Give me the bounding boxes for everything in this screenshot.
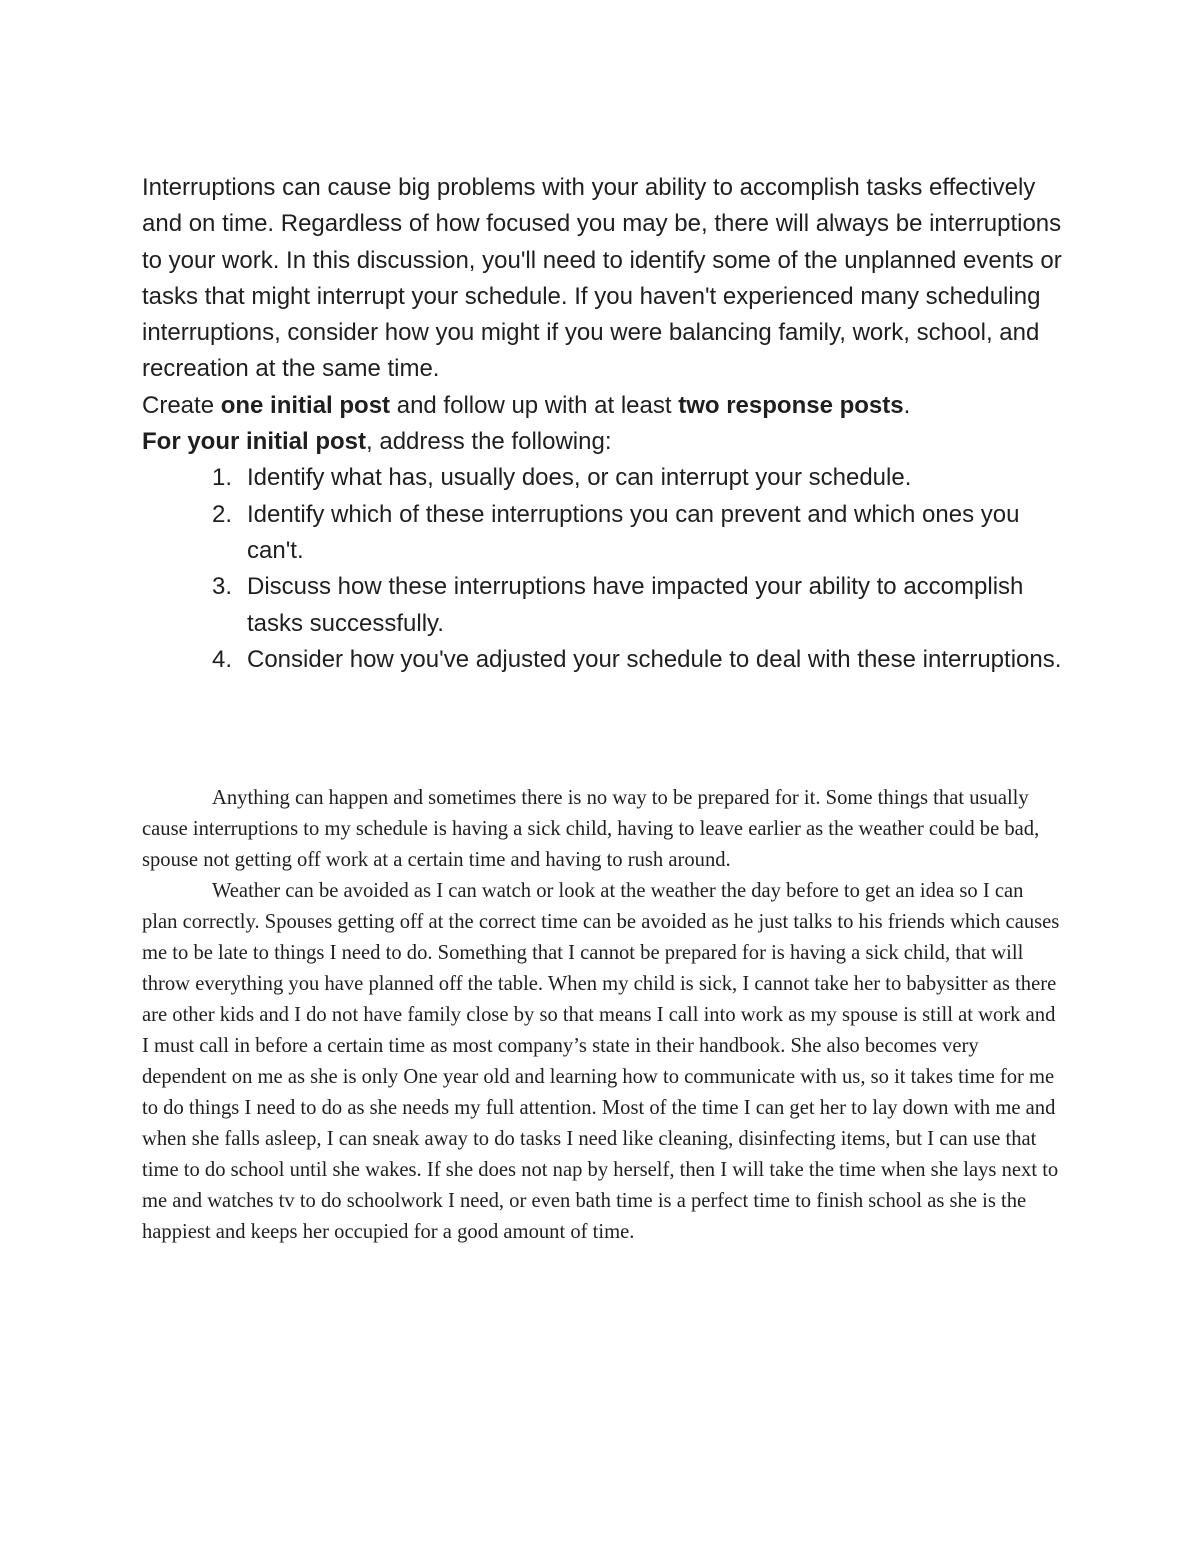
task-number: 4. <box>212 645 233 673</box>
task-text: Identify what has, usually does, or can interrupt your schedule. <box>247 464 912 492</box>
task-text: Discuss how these interruptions have impacted your ability to accomplish tasks successfully. <box>247 573 1024 637</box>
create-suffix: . <box>903 391 911 419</box>
create-prefix: Create <box>142 391 221 419</box>
task-item <box>142 569 1072 642</box>
response-posts-emphasis: two response posts <box>678 391 904 419</box>
task-number: 1. <box>212 464 233 492</box>
task-number: 2. <box>212 500 233 528</box>
task-list <box>142 460 1072 678</box>
task-item <box>142 642 1072 678</box>
task-item <box>142 497 1072 570</box>
address-rest: , address the following: <box>366 428 612 456</box>
assignment-prompt <box>142 170 1072 678</box>
address-instruction <box>142 424 1072 460</box>
task-text: Identify which of these interruptions you can prevent and which ones you can't. <box>247 500 1020 564</box>
response-paragraph-1: Anything can happen and sometimes there is no way to be prepared for it. Some things that usually cause interruptions to my schedule is having a sick child, having to leave earlier as the weather could be bad, spouse not getting off work at a certain time and having to rush around. <box>142 787 1040 871</box>
create-middle: and follow up with at least <box>390 391 679 419</box>
initial-post-heading: For your initial post <box>142 428 367 456</box>
response-paragraph-2: Weather can be avoided as I can watch or look at the weather the day before to get an idea so I can plan correctly. Spouses getting off at the correct time can be avoided as he just talks to his friends which causes me to be late to things I need to do. Something that I cannot be prepared for is having a sick child, that will throw everything you have planned off the table. When my child is sick, I cannot take her to babysitter as there are other kids and I do not have family close by so that means I call into work as my spouse is still at work and I must call in before a certain time as most company’s state in their handbook. She also becomes very dependent on me as she is only One year old and learning how to communicate with us, so it takes time for me to do things I need to do as she needs my full attention. Most of the time I can get her to lay down with me and when she falls asleep, I can sneak away to do tasks I need like cleaning, disinfecting items, but I can use that time to do school until she wakes. If she does not nap by herself, then I will take the time when she lays next to me and watches tv to do schoolwork I need, or even bath time is a perfect time to finish school as she is the happiest and keeps her occupied for a good amount of time. <box>142 880 1060 1243</box>
task-item <box>142 460 1072 496</box>
task-text: Consider how you've adjusted your schedule to deal with these interruptions. <box>247 645 1062 673</box>
create-posts-instruction <box>142 388 1072 424</box>
student-response <box>142 783 1062 1248</box>
task-number: 3. <box>212 573 233 601</box>
prompt-intro: Interruptions can cause big problems with your ability to accomplish tasks effectively and on time. Regardless of how focused you may be, there will always be interruptions to your work. In this discussion, you'll need to identify some of the unplanned events or tasks that might interrupt your schedule. If you haven't experienced many scheduling interruptions, consider how you might if you were balancing family, work, school, and recreation at the same time. <box>142 174 1062 383</box>
initial-post-emphasis: one initial post <box>220 391 391 419</box>
